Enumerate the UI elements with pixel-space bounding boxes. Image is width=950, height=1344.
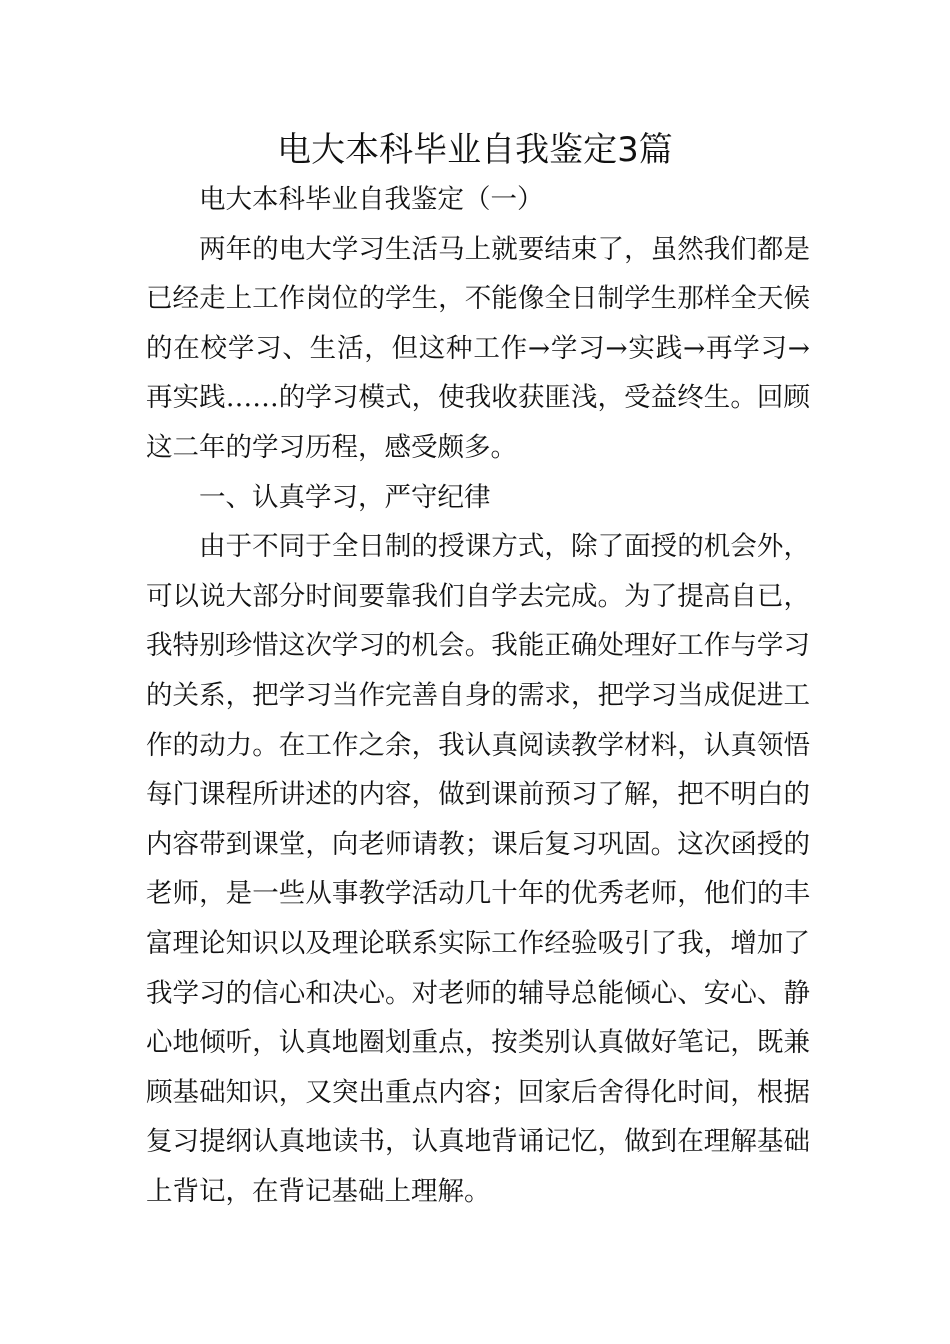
paragraph: 两年的电大学习生活马上就要结束了，虽然我们都是已经走上工作岗位的学生，不能像全日制学生那样全天候的在校学习、生活，但这种工作→学习→实践→再学习→再实践……的学习模式，使我收获匪浅，受益终生。回顾这二年的学习历程，感受颇多。 (146, 233, 810, 463)
section-heading: 电大本科毕业自我鉴定（一） (199, 184, 544, 215)
subheading: 一、认真学习，严守纪律 (199, 481, 491, 513)
paragraph: 由于不同于全日制的授课方式，除了面授的机会外，可以说大部分时间要靠我们自学去完成。为了提高自已，我特别珍惜这次学习的机会。我能正确处理好工作与学习的关系，把学习当作完善自身的需求，把学习当成促进工作的动力。在工作之余，我认真阅读教学材料，认真领悟每门课程所讲述的内容，做到课前预习了解，把不明白的内容带到课堂，向老师请教；课后复习巩固。这次函授的老师，是一些从事教学活动几十年的优秀老师，他们的丰富理论知识以及理论联系实际工作经验吸引了我，增加了我学习的信心和决心。对老师的辅导总能倾心、安心、静心地倾听，认真地圈划重点，按类别认真做好笔记，既兼顾基础知识，又突出重点内容；回家后舍得化时间，根据复习提纲认真地读书，认真地背诵记忆，做到在理解基础上背记，在背记基础上理解。 (146, 531, 810, 1207)
document-title: 电大本科毕业自我鉴定3篇 (277, 130, 673, 170)
document-body (146, 175, 810, 1216)
